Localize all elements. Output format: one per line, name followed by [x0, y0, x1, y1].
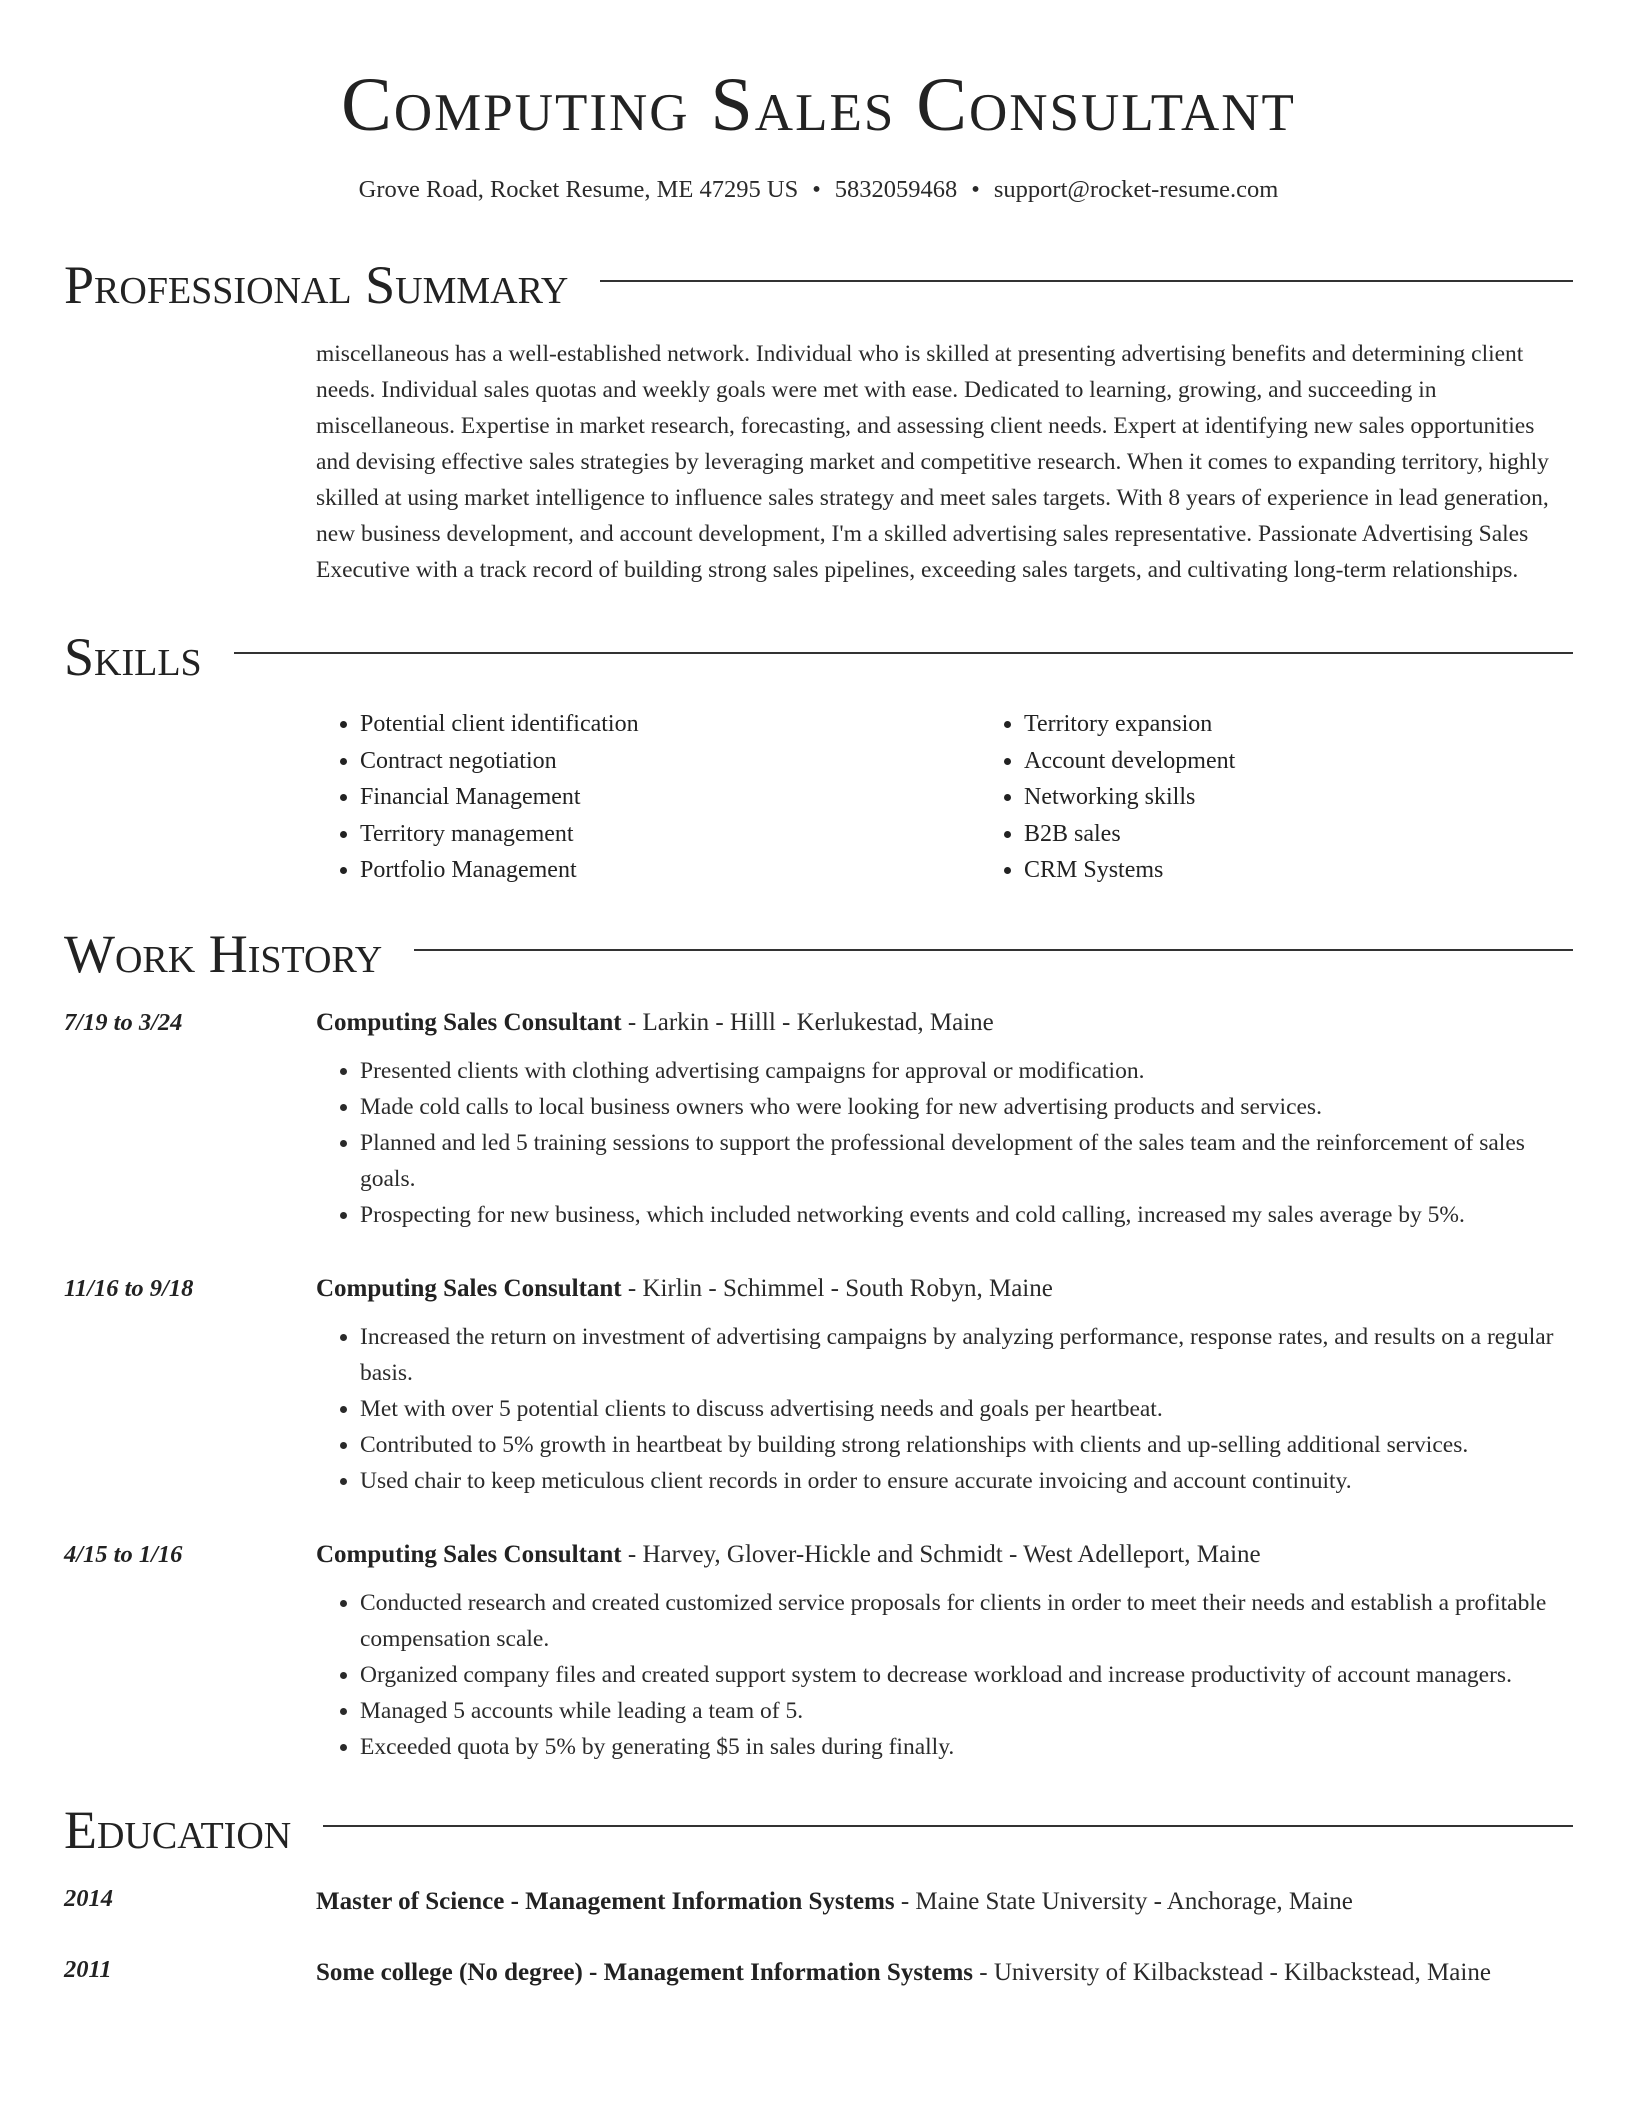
skill-item: • Financial Management: [360, 779, 980, 816]
skill-item: • Territory management: [360, 816, 980, 853]
job-title-line: [316, 1007, 1573, 1039]
job-bullet: • Made cold calls to local business owners who were looking for new advertising products and services.: [360, 1089, 1573, 1125]
skills-list: [316, 706, 1573, 889]
education-year: 2011: [64, 1955, 112, 1983]
job-title-line: [316, 1273, 1573, 1305]
job-bullet: • Exceeded quota by 5% by generating $5 in sales during finally.: [360, 1729, 1573, 1765]
skill-item: • Territory expansion: [1024, 706, 1235, 743]
job-bullets: [316, 1053, 1573, 1233]
contact-address: Grove Road, Rocket Resume, ME 47295 US: [358, 176, 799, 203]
section-divider: [414, 949, 1573, 951]
contact-separator: •: [971, 176, 980, 203]
contact-separator: •: [812, 176, 821, 203]
candidate-name: Computing Sales Consultant: [341, 63, 1296, 147]
section-divider: [600, 280, 1573, 282]
skills-heading: Skills: [64, 627, 202, 687]
job-employer: - Kirlin - Schimmel - South Robyn, Maine: [621, 1274, 1053, 1302]
section-divider: [323, 1825, 1573, 1827]
job-bullet: • Met with over 5 potential clients to discuss advertising needs and goals per heartbeat.: [360, 1391, 1573, 1427]
job-body: [316, 1539, 1573, 1765]
summary-section-header: [64, 254, 1573, 316]
job-employer: - Harvey, Glover-Hickle and Schmidt - West Adelleport, Maine: [621, 1540, 1261, 1568]
job-title-line: [316, 1539, 1573, 1571]
skill-item: • B2B sales: [1024, 816, 1235, 853]
section-divider: [234, 652, 1573, 654]
education-heading: Education: [64, 1799, 292, 1860]
work-section-header: [64, 923, 1573, 985]
skills-section-header: [64, 626, 1573, 688]
work-heading: Work History: [64, 923, 383, 984]
job-body: [316, 1007, 1573, 1233]
skill-item: • CRM Systems: [1024, 852, 1235, 889]
job-employer: - Larkin - Hilll - Kerlukestad, Maine: [621, 1008, 994, 1036]
education-school: - Maine State University - Anchorage, Maine: [894, 1887, 1353, 1915]
job-title: Computing Sales Consultant: [316, 1540, 622, 1568]
education-degree: Master of Science - Management Information Systems: [316, 1887, 895, 1915]
job-bullet: • Increased the return on investment of advertising campaigns by analyzing performance, response rates, and results on a regular basis.: [360, 1319, 1573, 1391]
skill-item: • Account development: [1024, 743, 1235, 780]
summary-text: miscellaneous has a well-established network. Individual who is skilled at presenting advertising benefits and determining client needs. Individual sales quotas and weekly goals were met with ease. Dedicated to learning, growing, and succeeding in miscellaneous. Expertise in market research, forecasting, and assessing client needs. Expert at identifying new sales opportunities and devising effective sales strategies by leveraging market and competitive research. When it comes to expanding territory, highly skilled at using market intelligence to influence sales strategy and meet sales targets. With 8 years of experience in lead generation, new business development, and account development, I'm a skilled advertising sales representative. Passionate Advertising Sales Executive with a track record of building strong sales pipelines, exceeding sales targets, and cultivating long-term relationships.: [316, 341, 1549, 583]
job-entry: [64, 1007, 1573, 1233]
job-bullets: [316, 1585, 1573, 1765]
job-bullet: • Managed 5 accounts while leading a team of 5.: [360, 1693, 1573, 1729]
skill-item: • Portfolio Management: [360, 852, 980, 889]
skill-item: • Networking skills: [1024, 779, 1235, 816]
job-title: Computing Sales Consultant: [316, 1008, 622, 1036]
skill-item: • Potential client identification: [360, 706, 980, 743]
job-bullet: • Conducted research and created customized service proposals for clients in order to meet their needs and establish a profitable compensation scale.: [360, 1585, 1573, 1657]
job-title: Computing Sales Consultant: [316, 1274, 622, 1302]
contact-phone: 5832059468: [834, 176, 958, 203]
job-dates: 11/16 to 9/18: [64, 1274, 194, 1302]
skills-column-1: [316, 706, 980, 889]
job-bullet: • Organized company files and created support system to decrease workload and increase productivity of account managers.: [360, 1657, 1573, 1693]
education-school: - University of Kilbackstead - Kilbackstead, Maine: [973, 1958, 1491, 1986]
skills-column-2: [980, 706, 1235, 889]
education-body: [316, 1954, 1573, 1991]
resume-page: [64, 0, 1573, 1991]
contact-line: [64, 174, 1573, 206]
job-bullet: • Contributed to 5% growth in heartbeat by building strong relationships with clients and up-selling additional services.: [360, 1427, 1573, 1463]
job-bullet: • Used chair to keep meticulous client records in order to ensure accurate invoicing and account continuity.: [360, 1463, 1573, 1499]
education-section-header: [64, 1799, 1573, 1861]
education-body: [316, 1883, 1573, 1920]
job-body: [316, 1273, 1573, 1499]
job-bullet: • Planned and led 5 training sessions to support the professional development of the sales team and the reinforcement of sales goals.: [360, 1125, 1573, 1197]
job-entry: [64, 1539, 1573, 1765]
skill-item: • Contract negotiation: [360, 743, 980, 780]
contact-email[interactable]: support@rocket-resume.com: [993, 176, 1279, 203]
education-entry: [64, 1954, 1573, 1991]
summary-heading: Professional Summary: [64, 255, 569, 315]
education-year: 2014: [64, 1884, 113, 1912]
education-degree: Some college (No degree) - Management Information Systems: [316, 1958, 974, 1986]
education-entry: [64, 1883, 1573, 1920]
job-bullet: • Presented clients with clothing advertising campaigns for approval or modification.: [360, 1053, 1573, 1089]
job-dates: 4/15 to 1/16: [64, 1540, 183, 1568]
job-entry: [64, 1273, 1573, 1499]
job-bullet: • Prospecting for new business, which included networking events and cold calling, increased my sales average by 5%.: [360, 1197, 1573, 1233]
job-dates: 7/19 to 3/24: [64, 1008, 183, 1036]
job-bullets: [316, 1319, 1573, 1499]
